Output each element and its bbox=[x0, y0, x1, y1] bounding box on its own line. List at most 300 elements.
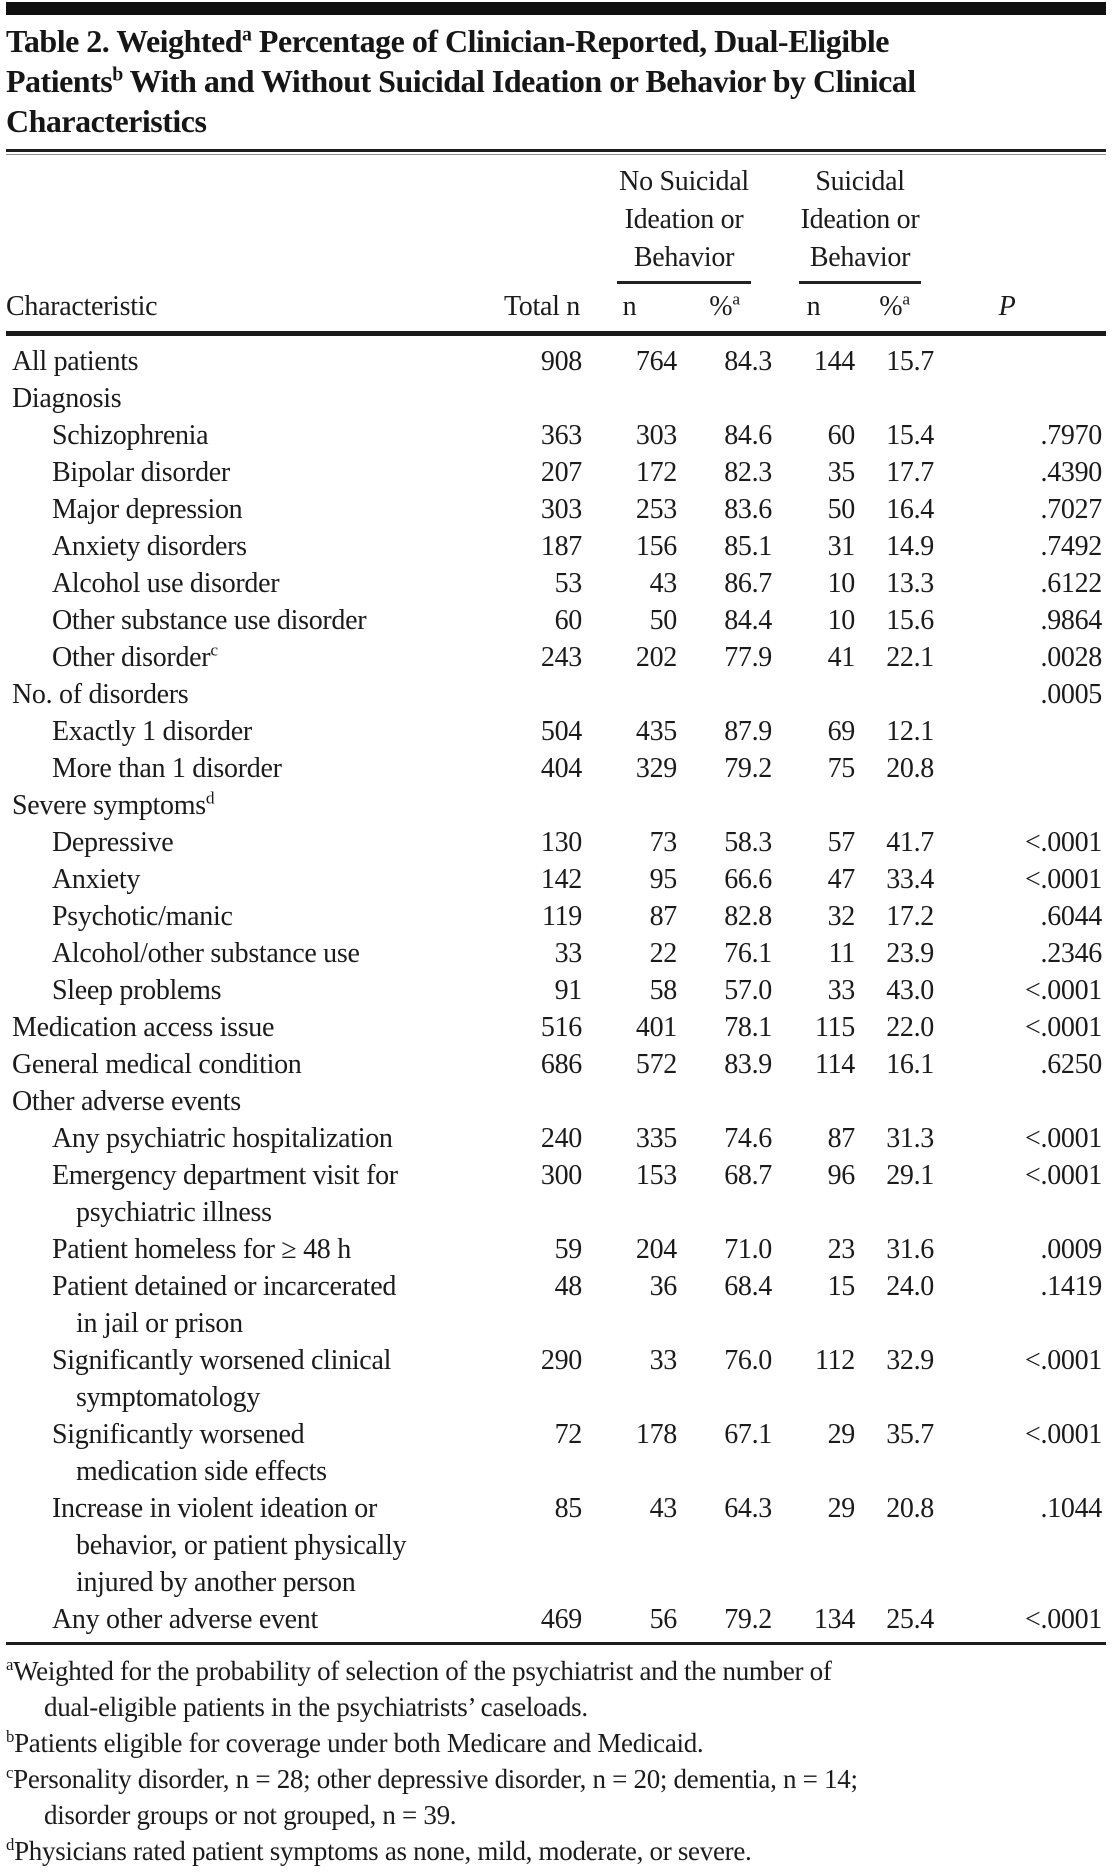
cell-no-si-n: 73 bbox=[649, 827, 677, 858]
cell-no-si-pct: 87.9 bbox=[724, 716, 772, 747]
table-row bbox=[6, 1009, 1106, 1046]
cell-p-value: .9864 bbox=[1040, 605, 1103, 636]
cell-si-n: 50 bbox=[827, 494, 855, 525]
row-label: Exactly 1 disorder bbox=[52, 716, 252, 747]
cell-characteristic bbox=[6, 1490, 478, 1601]
cell-characteristic bbox=[6, 972, 478, 1009]
cell-characteristic bbox=[6, 491, 478, 528]
cell-no-si-n: 172 bbox=[635, 457, 677, 488]
cell-si-pct: 33.4 bbox=[886, 864, 935, 895]
cell-no-si-pct: 79.2 bbox=[724, 1604, 772, 1635]
row-label: Any other adverse event bbox=[52, 1604, 318, 1635]
row-label: Severe symptoms$^d$ bbox=[12, 788, 215, 821]
cell-total-n bbox=[478, 1083, 582, 1120]
cell-p-value bbox=[934, 713, 1106, 750]
cell-total-n: 240 bbox=[540, 1123, 582, 1154]
empty-header-cell bbox=[6, 157, 478, 284]
cell-characteristic bbox=[6, 602, 478, 639]
table-row bbox=[6, 639, 1106, 676]
title-text: Percentage of Clinician-Reported, Dual-Eligible bbox=[251, 23, 889, 59]
cell-no-si-pct bbox=[677, 1083, 772, 1120]
cell-characteristic bbox=[6, 1120, 478, 1157]
cell-p-value: <.0001 bbox=[1025, 1160, 1103, 1191]
column-header-n: n bbox=[772, 284, 855, 334]
cell-no-si-pct: 57.0 bbox=[724, 975, 772, 1006]
table-row bbox=[6, 1083, 1106, 1120]
cell-no-si-n: 303 bbox=[635, 420, 677, 451]
cell-total-n: 72 bbox=[554, 1419, 582, 1450]
cell-total-n: 53 bbox=[554, 568, 582, 599]
group-header-label: No Suicidal Ideation or Behavior bbox=[617, 163, 751, 284]
cell-characteristic bbox=[6, 639, 478, 676]
footnote-marker-c: c bbox=[6, 1763, 14, 1782]
cell-si-pct bbox=[855, 787, 934, 824]
column-header-p-value: P bbox=[934, 284, 1106, 334]
cell-si-n bbox=[772, 380, 855, 417]
cell-si-n: 31 bbox=[827, 531, 855, 562]
row-label: Sleep problems bbox=[52, 975, 222, 1006]
empty-header-cell bbox=[934, 157, 1106, 284]
pct-symbol: % bbox=[879, 291, 903, 322]
cell-characteristic bbox=[6, 334, 478, 381]
table-row bbox=[6, 824, 1106, 861]
cell-no-si-n bbox=[582, 787, 677, 824]
cell-p-value bbox=[934, 380, 1106, 417]
cell-si-n: 144 bbox=[813, 346, 855, 377]
table-row bbox=[6, 1231, 1106, 1268]
cell-p-value: .1044 bbox=[1040, 1493, 1103, 1524]
cell-no-si-pct: 82.8 bbox=[724, 901, 772, 932]
cell-si-n: 60 bbox=[827, 420, 855, 451]
cell-si-pct: 23.9 bbox=[886, 938, 935, 969]
cell-si-pct: 22.0 bbox=[886, 1012, 935, 1043]
cell-no-si-pct: 84.3 bbox=[724, 346, 772, 377]
table-row bbox=[6, 417, 1106, 454]
cell-si-n: 10 bbox=[827, 568, 855, 599]
cell-si-n: 114 bbox=[814, 1049, 855, 1080]
cell-no-si-n: 50 bbox=[649, 605, 677, 636]
cell-si-n: 11 bbox=[828, 938, 855, 969]
cell-no-si-n: 56 bbox=[649, 1604, 677, 1635]
cell-no-si-pct: 77.9 bbox=[724, 642, 772, 673]
table-row bbox=[6, 565, 1106, 602]
cell-si-pct: 17.7 bbox=[886, 457, 935, 488]
table-row bbox=[6, 380, 1106, 417]
cell-si-n: 96 bbox=[827, 1160, 855, 1191]
cell-si-pct: 29.1 bbox=[886, 1160, 935, 1191]
row-label: Medication access issue bbox=[12, 1012, 275, 1043]
cell-si-pct: 12.1 bbox=[886, 716, 935, 747]
footnote-marker-d: d bbox=[6, 1835, 15, 1854]
cell-p-value bbox=[934, 750, 1106, 787]
cell-total-n: 469 bbox=[540, 1604, 582, 1635]
cell-no-si-n: 58 bbox=[649, 975, 677, 1006]
cell-p-value: .0028 bbox=[1040, 642, 1103, 673]
row-label: Alcohol use disorder bbox=[52, 568, 280, 599]
cell-si-n: 29 bbox=[827, 1419, 855, 1450]
title-line-3: Characteristics bbox=[6, 103, 207, 139]
cell-no-si-n: 178 bbox=[635, 1419, 677, 1450]
cell-p-value: <.0001 bbox=[1025, 1604, 1103, 1635]
table-row bbox=[6, 1342, 1106, 1416]
cell-no-si-n: 36 bbox=[649, 1271, 677, 1302]
group-header-no-suicidal bbox=[582, 157, 772, 284]
cell-no-si-n: 153 bbox=[635, 1160, 677, 1191]
cell-no-si-pct bbox=[677, 380, 772, 417]
cell-total-n: 303 bbox=[540, 494, 582, 525]
row-label: Significantly worsened medication side effects bbox=[52, 1419, 327, 1487]
cell-p-value: <.0001 bbox=[1025, 864, 1103, 895]
table-row bbox=[6, 972, 1106, 1009]
cell-p-value: .7970 bbox=[1040, 420, 1103, 451]
cell-total-n: 59 bbox=[554, 1234, 582, 1265]
cell-no-si-n: 22 bbox=[649, 938, 677, 969]
cell-no-si-pct: 85.1 bbox=[724, 531, 772, 562]
table-row bbox=[6, 1268, 1106, 1342]
table-row bbox=[6, 713, 1106, 750]
row-label: Depressive bbox=[52, 827, 174, 858]
table-row bbox=[6, 787, 1106, 824]
cell-si-n: 29 bbox=[827, 1493, 855, 1524]
cell-no-si-pct: 64.3 bbox=[724, 1493, 772, 1524]
footnote-text: Weighted for the probability of selection of the psychiatrist and the number of dual-eligible patients in the psychiatrists’ caseloads. bbox=[13, 1656, 832, 1722]
cell-no-si-pct bbox=[677, 676, 772, 713]
cell-characteristic bbox=[6, 1342, 478, 1416]
row-label: Alcohol/other substance use bbox=[52, 938, 360, 969]
cell-total-n: 207 bbox=[540, 457, 582, 488]
cell-p-value: .4390 bbox=[1040, 457, 1103, 488]
cell-total-n: 290 bbox=[540, 1345, 582, 1376]
cell-p-value: <.0001 bbox=[1025, 827, 1103, 858]
table-row bbox=[6, 1120, 1106, 1157]
title-line-2 bbox=[6, 61, 1106, 101]
group-header-label: Suicidal Ideation or Behavior bbox=[799, 163, 922, 284]
cell-no-si-n: 202 bbox=[635, 642, 677, 673]
cell-no-si-n: 401 bbox=[635, 1012, 677, 1043]
cell-p-value: .0005 bbox=[1040, 679, 1103, 710]
footnote-b bbox=[6, 1725, 1106, 1761]
footnote-marker-b: b bbox=[112, 63, 123, 86]
cell-no-si-n bbox=[582, 380, 677, 417]
table-row bbox=[6, 1157, 1106, 1231]
table-row bbox=[6, 676, 1106, 713]
cell-si-n: 32 bbox=[827, 901, 855, 932]
cell-characteristic bbox=[6, 1231, 478, 1268]
row-label: Emergency department visit for psychiatric illness bbox=[52, 1160, 398, 1228]
cell-total-n: 908 bbox=[540, 346, 582, 377]
table-title bbox=[6, 21, 1106, 141]
cell-characteristic bbox=[6, 1009, 478, 1046]
cell-si-pct: 41.7 bbox=[886, 827, 935, 858]
cell-characteristic bbox=[6, 1268, 478, 1342]
cell-characteristic bbox=[6, 787, 478, 824]
table-row bbox=[6, 1601, 1106, 1644]
cell-characteristic bbox=[6, 380, 478, 417]
cell-no-si-n bbox=[582, 1083, 677, 1120]
footnote-marker-a: a bbox=[242, 23, 252, 46]
row-label: Patient homeless for ≥ 48 h bbox=[52, 1234, 351, 1265]
cell-characteristic bbox=[6, 528, 478, 565]
cell-total-n bbox=[478, 380, 582, 417]
cell-characteristic bbox=[6, 1083, 478, 1120]
cell-no-si-pct: 79.2 bbox=[724, 753, 772, 784]
cell-characteristic bbox=[6, 713, 478, 750]
column-header-row bbox=[6, 284, 1106, 334]
pct-symbol: % bbox=[709, 291, 733, 322]
cell-si-pct bbox=[855, 380, 934, 417]
cell-no-si-pct: 82.3 bbox=[724, 457, 772, 488]
cell-characteristic bbox=[6, 935, 478, 972]
table-row bbox=[6, 1046, 1106, 1083]
table-page bbox=[6, 0, 1106, 1876]
row-label: All patients bbox=[12, 346, 139, 377]
table-row bbox=[6, 528, 1106, 565]
table-row bbox=[6, 935, 1106, 972]
cell-no-si-pct: 76.0 bbox=[724, 1345, 772, 1376]
cell-si-n: 69 bbox=[827, 716, 855, 747]
cell-total-n: 363 bbox=[540, 420, 582, 451]
cell-characteristic bbox=[6, 824, 478, 861]
cell-no-si-n: 764 bbox=[635, 346, 677, 377]
top-rule-bar bbox=[6, 2, 1106, 15]
cell-no-si-n: 204 bbox=[635, 1234, 677, 1265]
cell-si-n: 10 bbox=[827, 605, 855, 636]
cell-p-value: .6044 bbox=[1040, 901, 1103, 932]
cell-p-value: .0009 bbox=[1040, 1234, 1103, 1265]
row-label: Psychotic/manic bbox=[52, 901, 233, 932]
cell-p-value: .7027 bbox=[1040, 494, 1103, 525]
cell-characteristic bbox=[6, 417, 478, 454]
cell-characteristic bbox=[6, 1046, 478, 1083]
row-label: Anxiety bbox=[52, 864, 141, 895]
cell-total-n: 33 bbox=[554, 938, 582, 969]
table-row bbox=[6, 750, 1106, 787]
cell-characteristic bbox=[6, 750, 478, 787]
cell-si-pct: 15.6 bbox=[886, 605, 935, 636]
column-header-total-n: Total n bbox=[478, 284, 582, 334]
row-label: Schizophrenia bbox=[52, 420, 209, 451]
table-row bbox=[6, 861, 1106, 898]
cell-si-n bbox=[772, 676, 855, 713]
cell-characteristic bbox=[6, 454, 478, 491]
cell-total-n: 504 bbox=[540, 716, 582, 747]
cell-si-pct: 22.1 bbox=[886, 642, 935, 673]
column-header-pct bbox=[677, 284, 772, 334]
title-text: Table 2. Weighted bbox=[6, 23, 242, 59]
cell-no-si-pct: 66.6 bbox=[724, 864, 772, 895]
cell-no-si-n: 43 bbox=[649, 568, 677, 599]
cell-total-n: 516 bbox=[540, 1012, 582, 1043]
cell-no-si-pct: 67.1 bbox=[724, 1419, 772, 1450]
column-header-pct bbox=[855, 284, 934, 334]
footnote-marker-a: a bbox=[6, 1655, 14, 1674]
cell-total-n: 404 bbox=[540, 753, 582, 784]
footnote-c bbox=[6, 1761, 1106, 1833]
cell-si-n bbox=[772, 1083, 855, 1120]
cell-p-value: .1419 bbox=[1040, 1271, 1103, 1302]
cell-no-si-n: 329 bbox=[635, 753, 677, 784]
cell-p-value bbox=[934, 334, 1106, 381]
cell-si-pct: 20.8 bbox=[886, 1493, 935, 1524]
cell-p-value: <.0001 bbox=[1025, 1345, 1103, 1376]
cell-total-n: 243 bbox=[540, 642, 582, 673]
cell-no-si-pct: 84.6 bbox=[724, 420, 772, 451]
cell-si-n: 134 bbox=[813, 1604, 855, 1635]
cell-no-si-pct: 76.1 bbox=[724, 938, 772, 969]
cell-si-n: 75 bbox=[827, 753, 855, 784]
row-label: Other substance use disorder bbox=[52, 605, 367, 636]
cell-total-n: 91 bbox=[554, 975, 582, 1006]
cell-si-pct bbox=[855, 676, 934, 713]
footnotes bbox=[6, 1653, 1106, 1869]
table-row bbox=[6, 491, 1106, 528]
cell-p-value: .6250 bbox=[1040, 1049, 1103, 1080]
cell-si-n: 23 bbox=[827, 1234, 855, 1265]
cell-p-value: <.0001 bbox=[1025, 1123, 1103, 1154]
table-row bbox=[6, 334, 1106, 381]
cell-total-n: 142 bbox=[540, 864, 582, 895]
cell-no-si-n bbox=[582, 676, 677, 713]
footnote-d bbox=[6, 1833, 1106, 1869]
row-label: Significantly worsened clinical symptomatology bbox=[52, 1345, 392, 1413]
cell-no-si-n: 156 bbox=[635, 531, 677, 562]
table-row bbox=[6, 602, 1106, 639]
footnote-marker-a: a bbox=[902, 289, 910, 309]
cell-no-si-n: 253 bbox=[635, 494, 677, 525]
group-header-suicidal bbox=[772, 157, 934, 284]
title-text: Patients bbox=[6, 63, 113, 99]
cell-characteristic bbox=[6, 565, 478, 602]
cell-characteristic bbox=[6, 676, 478, 713]
cell-no-si-pct: 83.9 bbox=[724, 1049, 772, 1080]
cell-si-n: 35 bbox=[827, 457, 855, 488]
table-row bbox=[6, 454, 1106, 491]
cell-total-n: 187 bbox=[540, 531, 582, 562]
cell-si-n: 15 bbox=[827, 1271, 855, 1302]
title-line-1 bbox=[6, 21, 1106, 61]
group-header-row bbox=[6, 157, 1106, 284]
cell-no-si-n: 33 bbox=[649, 1345, 677, 1376]
cell-si-n bbox=[772, 787, 855, 824]
cell-p-value: .2346 bbox=[1040, 938, 1103, 969]
title-text: With and Without Suicidal Ideation or Behavior by Clinical bbox=[122, 63, 916, 99]
cell-no-si-n: 95 bbox=[649, 864, 677, 895]
cell-no-si-pct: 74.6 bbox=[724, 1123, 772, 1154]
cell-total-n bbox=[478, 676, 582, 713]
row-label: Bipolar disorder bbox=[52, 457, 230, 488]
cell-no-si-n: 435 bbox=[635, 716, 677, 747]
cell-total-n: 48 bbox=[554, 1271, 582, 1302]
cell-no-si-n: 572 bbox=[635, 1049, 677, 1080]
cell-p-value: .7492 bbox=[1040, 531, 1103, 562]
cell-si-pct: 14.9 bbox=[886, 531, 935, 562]
cell-si-pct: 16.1 bbox=[886, 1049, 935, 1080]
cell-no-si-pct: 84.4 bbox=[724, 605, 772, 636]
cell-total-n: 119 bbox=[541, 901, 582, 932]
cell-total-n: 85 bbox=[554, 1493, 582, 1524]
cell-no-si-n: 335 bbox=[635, 1123, 677, 1154]
cell-characteristic bbox=[6, 1601, 478, 1644]
cell-no-si-pct: 58.3 bbox=[724, 827, 772, 858]
row-label: Diagnosis bbox=[12, 383, 122, 414]
cell-si-pct: 20.8 bbox=[886, 753, 935, 784]
table-body bbox=[6, 334, 1106, 1644]
characteristics-table bbox=[6, 157, 1106, 1645]
row-label: More than 1 disorder bbox=[52, 753, 282, 784]
empty-header-cell bbox=[478, 157, 582, 284]
table-header bbox=[6, 157, 1106, 334]
cell-si-pct: 16.4 bbox=[886, 494, 935, 525]
cell-no-si-pct: 68.7 bbox=[724, 1160, 772, 1191]
cell-si-pct: 15.4 bbox=[886, 420, 935, 451]
row-label: Major depression bbox=[52, 494, 243, 525]
row-label: Anxiety disorders bbox=[52, 531, 247, 562]
row-label: Other adverse events bbox=[12, 1086, 241, 1117]
row-label: Any psychiatric hospitalization bbox=[52, 1123, 393, 1154]
cell-si-pct bbox=[855, 1083, 934, 1120]
cell-p-value: <.0001 bbox=[1025, 1419, 1103, 1450]
cell-no-si-pct: 78.1 bbox=[724, 1012, 772, 1043]
cell-no-si-pct bbox=[677, 787, 772, 824]
cell-no-si-pct: 71.0 bbox=[724, 1234, 772, 1265]
cell-no-si-n: 43 bbox=[649, 1493, 677, 1524]
cell-total-n: 60 bbox=[554, 605, 582, 636]
cell-si-n: 112 bbox=[814, 1345, 855, 1376]
cell-si-pct: 32.9 bbox=[886, 1345, 935, 1376]
cell-characteristic bbox=[6, 898, 478, 935]
cell-total-n: 300 bbox=[540, 1160, 582, 1191]
cell-p-value bbox=[934, 787, 1106, 824]
cell-si-pct: 25.4 bbox=[886, 1604, 935, 1635]
cell-no-si-pct: 83.6 bbox=[724, 494, 772, 525]
cell-si-n: 115 bbox=[814, 1012, 855, 1043]
cell-total-n bbox=[478, 787, 582, 824]
cell-no-si-n: 87 bbox=[649, 901, 677, 932]
cell-no-si-pct: 86.7 bbox=[724, 568, 772, 599]
footnote-text: Patients eligible for coverage under both Medicare and Medicaid. bbox=[14, 1728, 704, 1758]
cell-si-pct: 24.0 bbox=[886, 1271, 935, 1302]
footnote-marker-a: a bbox=[732, 289, 740, 309]
cell-si-n: 57 bbox=[827, 827, 855, 858]
cell-si-pct: 17.2 bbox=[886, 901, 935, 932]
cell-total-n: 686 bbox=[540, 1049, 582, 1080]
row-label: Other disorder$^c$ bbox=[52, 640, 218, 673]
cell-p-value bbox=[934, 1083, 1106, 1120]
cell-no-si-pct: 68.4 bbox=[724, 1271, 772, 1302]
row-label: Increase in violent ideation or behavior, or patient physically injured by another person bbox=[52, 1493, 407, 1598]
cell-si-n: 41 bbox=[827, 642, 855, 673]
footnote-a bbox=[6, 1653, 1106, 1725]
cell-characteristic bbox=[6, 1416, 478, 1490]
table-row bbox=[6, 1416, 1106, 1490]
row-label: Patient detained or incarcerated in jail or prison bbox=[52, 1271, 397, 1339]
cell-p-value: <.0001 bbox=[1025, 1012, 1103, 1043]
cell-si-pct: 15.7 bbox=[886, 346, 935, 377]
cell-si-pct: 35.7 bbox=[886, 1419, 935, 1450]
column-header-characteristic: Characteristic bbox=[6, 284, 478, 334]
cell-p-value: .6122 bbox=[1040, 568, 1103, 599]
footnote-text: Physicians rated patient symptoms as none, mild, moderate, or severe. bbox=[14, 1836, 752, 1866]
cell-p-value: <.0001 bbox=[1025, 975, 1103, 1006]
cell-characteristic bbox=[6, 861, 478, 898]
table-row bbox=[6, 898, 1106, 935]
row-label: No. of disorders bbox=[12, 679, 189, 710]
cell-si-pct: 13.3 bbox=[886, 568, 935, 599]
footnote-text: Personality disorder, n = 28; other depressive disorder, n = 20; dementia, n = 14; disorder groups or not grouped, n = 39. bbox=[13, 1764, 858, 1830]
cell-total-n: 130 bbox=[540, 827, 582, 858]
footnote-marker-b: b bbox=[6, 1727, 15, 1746]
cell-si-n: 47 bbox=[827, 864, 855, 895]
